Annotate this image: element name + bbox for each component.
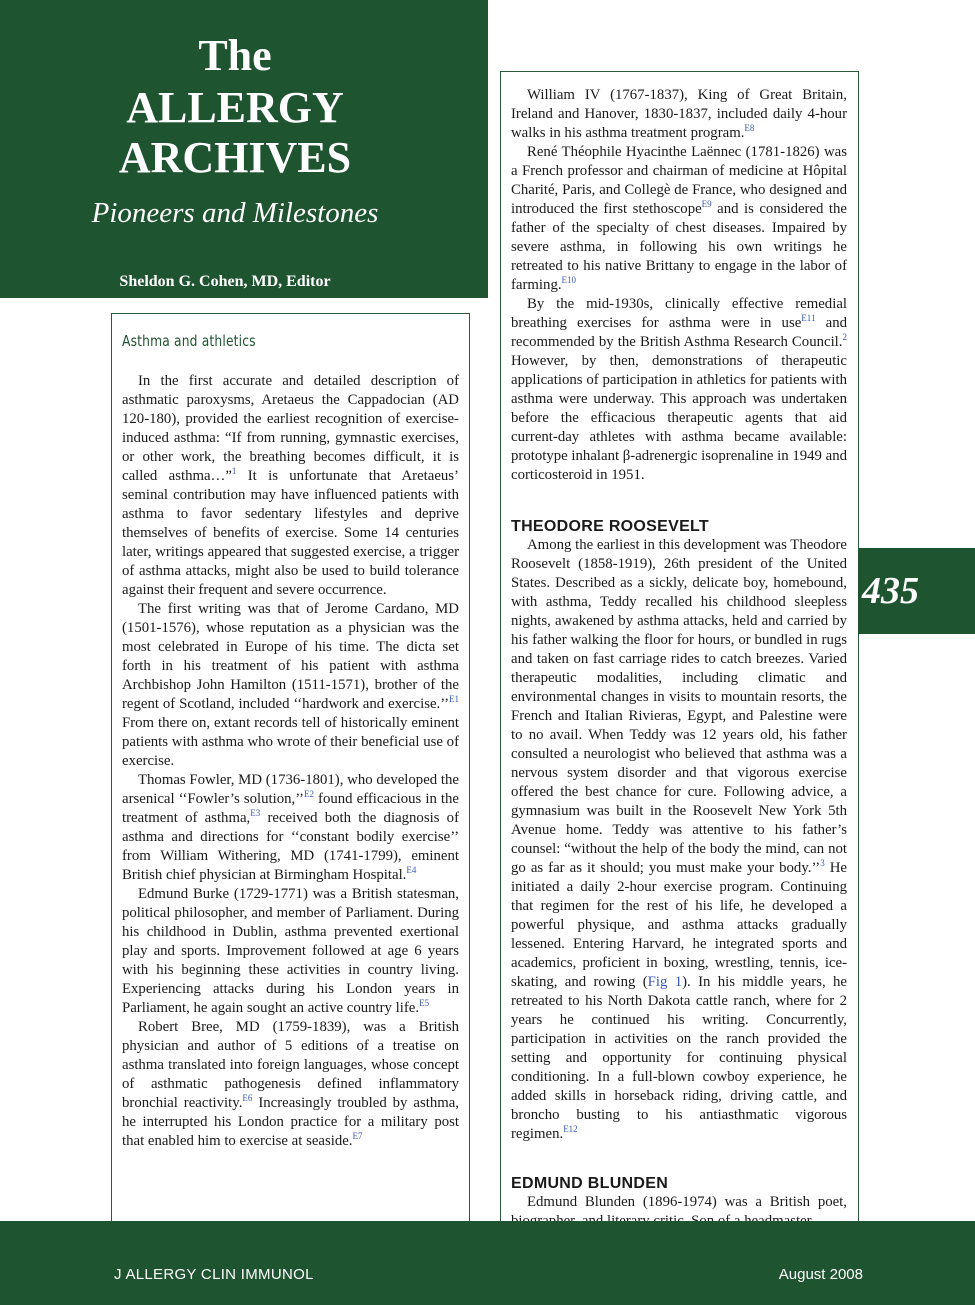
left-column [122,372,459,1151]
masthead-title-allergy: ALLERGY [126,83,344,132]
reference-link[interactable]: E1 [449,694,459,705]
reference-link[interactable]: E9 [701,199,712,210]
reference-link[interactable]: E10 [561,275,577,286]
masthead-editor: Sheldon G. Cohen, MD, Editor [119,273,331,290]
paragraph: By the mid-1930s, clinically effective remedial breathing exercises for asthma were in use$^{E11}$ and recommended by the British Asthma Research Council.$^2$ However, by then, demonstrations of therapeutic applications of participation in athletics for patients with asthma were underway. This approach was undertaken before the efficacious therapeutic agents that aid current-day athletes with asthma became available: prototype inhalant β-adrenergic isoprenaline in 1949 and corticosteroid in 1951. [511,296,847,483]
paragraph: William IV (1767-1837), King of Great Britain, Ireland and Hanover, 1830-1837, included daily 4-hour walks in his asthma treatment program.$^{E8}$ [511,87,847,141]
masthead-subtitle: Pioneers and Milestones [91,197,379,229]
masthead [0,0,488,298]
reference-link[interactable]: 3 [820,858,825,869]
reference-link[interactable]: E4 [406,865,417,876]
reference-link[interactable]: E11 [801,313,816,324]
paragraph: Among the earliest in this development was Theodore Roosevelt (1858-1919), 26th president of the United States. Described as a sickly, delicate boy, homebound, with asthma, Teddy recalled his childhood sleepless nights, awakened by asthma attacks, held and carried by his father walking the floor for hours, or bundled in rugs and taken on fast carriage rides to catch breezes. Varied therapeutic modalities, including climatic and environmental changes in visits to mountain resorts, the French and Italian Rivieras, Egypt, and Palestine were to no avail. When Teddy was 12 years old, his father consulted a neurologist who believed that asthma was a nervous system disorder and that vigorous exercise offered the best chance for cure. Following advice, a gymnasium was built in the Roosevelt New York 5th Avenue home. Teddy was attentive to his father’s counsel: “without the help of the body the mind, can not go as far as it should; you must make your body.’’$^3$ He initiated a daily 2-hour exercise program. Continuing that regimen for the rest of his life, he developed a powerful physique, and asthma attacks gradually lessened. Entering Harvard, he integrated sports and academics, proficient in boxing, wrestling, tennis, ice-skating, and rowing (Fig 1). In his middle years, he retreated to his North Dakota cattle ranch, where for 2 years he continued his writing. Concurrently, participation in activities on the ranch provided the setting and opportunity for continuing physical conditioning. In a full-blown cowboy experience, he added skills in horseback riding, driving cattle, and broncho busting to his antiasthmatic vigorous regimen.$^{E12}$ [511,537,848,1142]
reference-link[interactable]: E7 [352,1131,363,1142]
paragraph: Edmund Blunden (1896-1974) was a British poet, [527,1194,847,1210]
box-title: Asthma and athletics [122,332,256,350]
figure-link[interactable]: Fig 1 [647,974,683,990]
paragraph: The first writing was that of Jerome Cardano, MD (1501-1576), whose reputation as a physician was the most celebrated in Europe of his time. The dicta set forth in his treatment of his patient with asthma Archbishop John Hamilton (1511-1571), brother of the regent of Scotland, included ‘‘hardwork and exercise.’’$^{E1}$ From there on, extant records tell of historically eminent patients with asthma who wrote of their beneficial use of exercise. [122,601,459,769]
section-heading-blunden: EDMUND BLUNDEN [511,1175,669,1192]
page-number: 435 [858,548,975,634]
reference-link[interactable]: E2 [303,789,314,800]
paragraph: René Théophile Hyacinthe Laënnec (1781-1826) was a French professor and chairman of medicine at Hôpital Charité, Paris, and Collegè de France, who designed and introduced the first stethoscope$^{E9}$ and is considered the father of the specialty of chest diseases. Impaired by severe asthma, in following his own writings he retreated to his native Brittany to engage in the labor of farming.$^{E10}$ [511,144,847,293]
right-column [511,86,847,1231]
paragraph: Thomas Fowler, MD (1736-1801), who developed the arsenical ‘‘Fowler’s solution,’’$^{E2}$ found efficacious in the treatment of asthma,$^{E3}$ received both the diagnosis of asthma and directions for ‘‘constant bodily exercise’’ from William Withering, MD (1741-1799), eminent British chief physician at Birmingham Hospital.$^{E4}$ [122,772,459,883]
paragraph: Robert Bree, MD (1759-1839), was a British physician and author of 5 editions of a treatise on asthma translated into foreign languages, whose concept of asthmatic pathogenesis defined inflammatory bronchial reactivity.$^{E6}$ Increasingly troubled by asthma, he interrupted his London practice for a military post that enabled him to exercise at seaside.$^{E7}$ [122,1019,459,1149]
reference-link[interactable]: E3 [250,808,261,819]
reference-link[interactable]: 1 [231,466,237,477]
reference-link[interactable]: E12 [563,1124,578,1135]
reference-link[interactable]: E5 [419,998,430,1009]
masthead-title-the: The [198,31,272,80]
section-heading-roosevelt: THEODORE ROOSEVELT [511,518,710,535]
footer [0,1221,975,1305]
reference-link[interactable]: E8 [744,123,755,134]
reference-link[interactable]: 2 [842,332,847,343]
paragraph: Edmund Burke (1729-1771) was a British statesman, political philosopher, and member of Parliament. During his childhood in Dublin, asthma prevented exertional play and sports. Improvement followed at age 6 years with his beginning these activities in country living. Experiencing attacks during his London years in Parliament, he again sought an active country life.$^{E5}$ [122,886,459,1016]
footer-date: August 2008 [778,1266,863,1283]
paragraph: In the first accurate and detailed description of asthmatic paroxysms, Aretaeus the Cappadocian (AD 120-180), provided the earliest recognition of exercise-induced asthma: “If from running, gymnastic exercises, or other work, the breathing becomes difficult, it is called asthma…”$^1$ It is unfortunate that Aretaeus’ seminal contribution may have influenced patients with asthma to favor sedentary lifestyles and deprive themselves of benefits of exercise. Some 14 centuries later, writings appeared that suggested exercise, a trigger of asthma attacks, might also be used to build tolerance against their frequent and severe occurrence. [122,373,459,598]
masthead-title-archives: ARCHIVES [118,133,352,182]
footer-journal: J ALLERGY CLIN IMMUNOL [114,1266,314,1283]
reference-link[interactable]: E6 [242,1093,253,1104]
